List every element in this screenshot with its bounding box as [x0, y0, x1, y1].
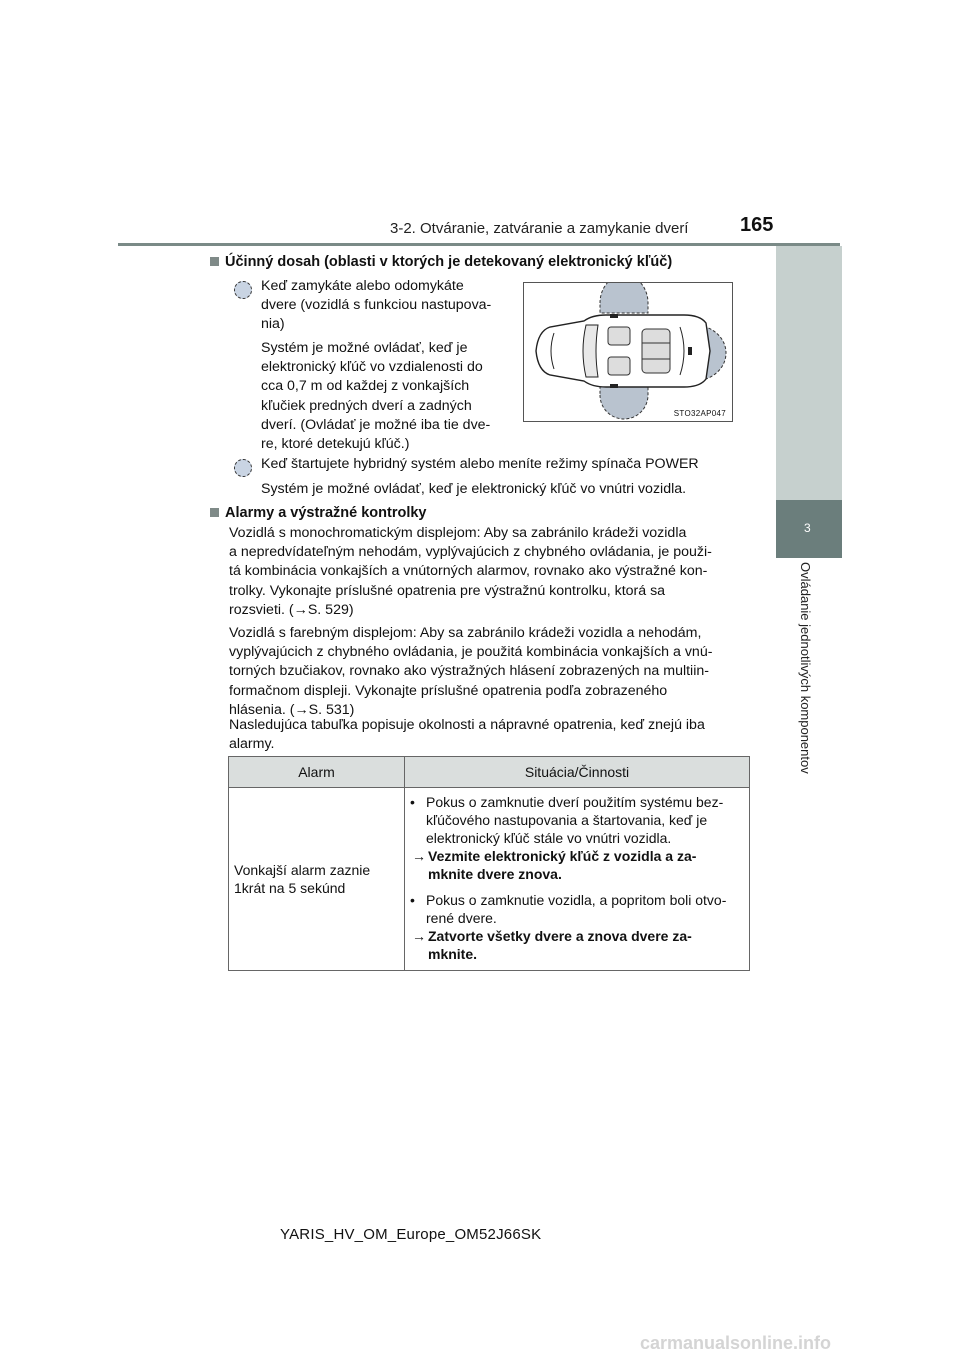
table-row [229, 788, 750, 971]
seat-rear [642, 329, 670, 373]
item1-body-line: elektronický kľúč vo vzdialenosti do [261, 359, 483, 376]
paragraph-line: tá kombinácia vonkajších a vnútorných alarmov, rovnako ako výstražné kon- [229, 563, 708, 580]
paragraph-line: Vozidlá s farebným displejom: Aby sa zabránilo krádeži vozidla a nehodám, [229, 625, 702, 641]
chapter-tab [776, 500, 842, 558]
situation-line: rené dvere. [426, 910, 497, 926]
alarm-table [228, 756, 750, 971]
footer-manual-code: YARIS_HV_OM_Europe_OM52J66SK [280, 1226, 542, 1243]
action-text [428, 847, 696, 883]
paragraph-line: trolky. Vykonajte príslušné opatrenia pre výstražnú kontrolku, ktorá sa [229, 582, 666, 599]
seat-front-left [608, 327, 630, 345]
action-line: Zatvorte všetky dvere a znova dvere za- [428, 928, 692, 944]
dashed-circle-icon [234, 459, 252, 477]
alarm-line: Vonkajší alarm zaznie [234, 862, 371, 878]
situation-line: Pokus o zamknutie dverí použitím systému bez- [426, 794, 724, 810]
item1-body [261, 339, 505, 454]
chapter-number: 3 [804, 521, 811, 535]
side-tab-strip [776, 246, 842, 500]
car-windshield [583, 325, 598, 377]
paragraph-color [229, 624, 744, 720]
paragraph-monochrome [229, 524, 744, 620]
item1-body-line: cca 0,7 m od každej z vonkajších [261, 378, 470, 395]
item1-body-line: dverí. (Ovládať je možné iba tie dve- [261, 416, 491, 433]
action-text [428, 927, 692, 963]
table-header-row [229, 757, 750, 788]
table-header-situation: Situácia/Činnosti [405, 757, 750, 788]
alarm-line: 1krát na 5 sekúnd [234, 880, 346, 896]
situation-item [410, 793, 748, 847]
situation-text [426, 793, 748, 847]
action-line: Vezmite elektronický kľúč z vozidla a za- [428, 848, 697, 864]
figure-code: STO32AP047 [673, 409, 726, 418]
watermark: carmanualsonline.info [640, 1333, 832, 1353]
paragraph-line: alarmy. [229, 736, 275, 753]
paragraph-line: torných bzučiakov, rovnako ako výstražných hlásení zobrazených na multiin- [229, 663, 709, 680]
chapter-title: Ovládanie jednotlivých komponentov [798, 562, 813, 774]
header-rule [118, 243, 840, 246]
arrow-marker: → [412, 928, 426, 944]
item1-body-line: re, ktoré detekujú kľúč.) [261, 436, 410, 453]
car-top-view-illustration [524, 283, 732, 421]
paragraph-line: Nasledujúca tabuľka popisuje okolnosti a nápravné opatrenia, keď znejú iba [229, 717, 705, 733]
item1-title-line: nia) [261, 316, 285, 333]
action-line: mknite dvere znova. [428, 866, 562, 882]
situation-cell [405, 788, 750, 971]
action-line: mknite. [428, 946, 478, 962]
header-section-title: 3-2. Otváranie, zatváranie a zamykanie dverí [390, 220, 689, 237]
door-handle-rear [688, 347, 692, 355]
paragraph-line: rozsvieti. (→S. 529) [229, 601, 354, 618]
car-range-figure [523, 282, 733, 422]
action-item [412, 927, 748, 967]
item1-title [261, 277, 505, 335]
paragraph-table-intro [229, 716, 744, 754]
situation-text [426, 891, 748, 927]
situation-item [410, 891, 748, 927]
section-heading-range [210, 254, 672, 270]
seat-front-right [608, 357, 630, 375]
bullet-marker: • [410, 794, 415, 810]
item1-body-line: kľučiek predných dverí a zadných [261, 397, 472, 414]
action-item [412, 847, 748, 883]
chapter-label [762, 560, 852, 810]
alarm-cell [229, 788, 405, 971]
paragraph-line: vyplývajúcich z chybného ovládania, je použitá kombinácia vonkajších a vnú- [229, 644, 713, 661]
door-handle-front-left [610, 314, 618, 318]
paragraph-line: Vozidlá s monochromatickým displejom: Aby sa zabránilo krádeži vozidla [229, 525, 687, 541]
item1-title-line: dvere (vozidlá s funkciou nastupova- [261, 297, 492, 314]
paragraph-line: hlásenia. (→S. 531) [229, 701, 355, 718]
heading-square-icon [210, 257, 219, 266]
item1-title-line: Keď zamykáte alebo odomykáte [261, 278, 464, 294]
door-handle-front-right [610, 384, 618, 388]
section-heading-alarms [210, 505, 426, 521]
zone-front-left [600, 283, 648, 313]
section-heading-range-text: Účinný dosah (oblasti v ktorých je detekovaný elektronický kľúč) [225, 254, 673, 270]
arrow-marker: → [412, 848, 426, 864]
situation-line: Pokus o zamknutie vozidla, a popritom boli otvo- [426, 892, 727, 908]
heading-square-icon [210, 508, 219, 517]
item2-body: Systém je možné ovládať, keď je elektronický kľúč vo vnútri vozidla. [261, 481, 687, 497]
item2-title: Keď štartujete hybridný systém alebo meníte režimy spínača POWER [261, 456, 699, 472]
paragraph-line: a nepredvídateľným nehodám, vyplývajúcich z chybného ovládania, je použi- [229, 544, 712, 561]
zone-front-right [600, 387, 648, 419]
bullet-marker: • [410, 892, 415, 908]
situation-line: kľúčového nastupovania a štartovania, keď je [426, 812, 708, 828]
section-heading-alarms-text: Alarmy a výstražné kontrolky [225, 505, 427, 521]
dashed-circle-icon [234, 281, 252, 299]
table-header-alarm: Alarm [229, 757, 405, 788]
situation-line: elektronický kľúč stále vo vnútri vozidla. [426, 830, 672, 846]
item1-body-line: Systém je možné ovládať, keď je [261, 340, 468, 356]
paragraph-line: formačnom displeji. Vykonajte príslušné opatrenia podľa zobrazeného [229, 682, 668, 699]
page-number: 165 [740, 214, 774, 236]
